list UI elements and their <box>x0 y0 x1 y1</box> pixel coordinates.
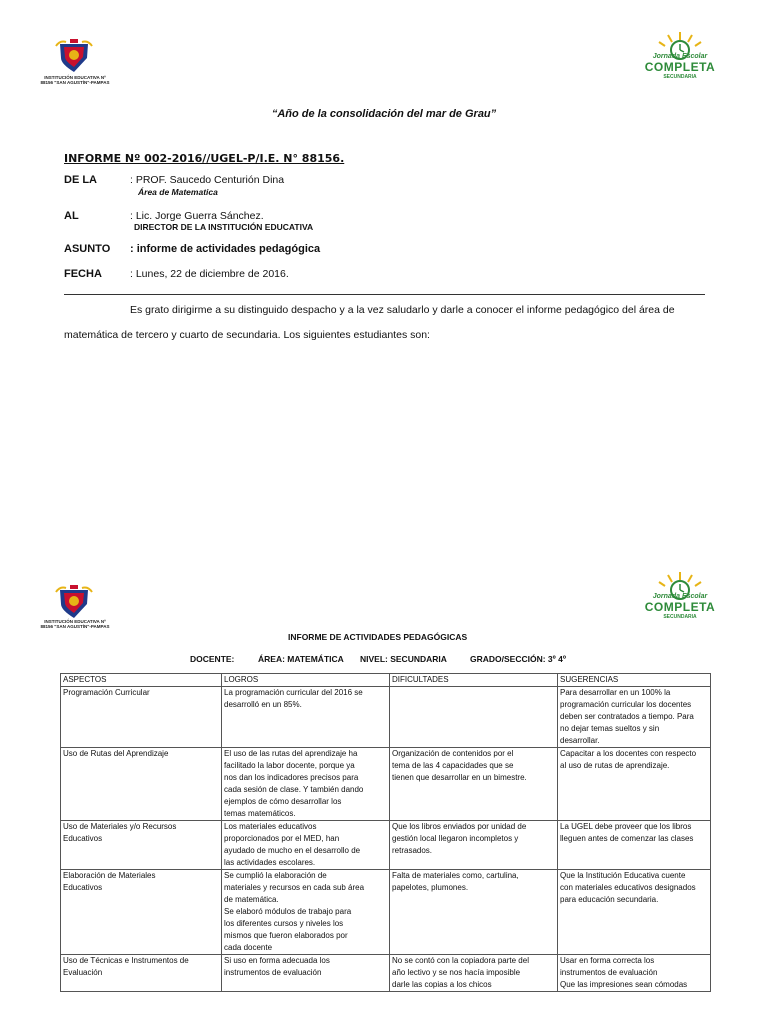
difficulty-cell <box>390 687 558 748</box>
jec-bottom-text: SECUNDARIA <box>663 74 697 80</box>
jec-logo <box>644 30 716 80</box>
table-row <box>61 870 711 955</box>
cell-line: Elaboración de Materiales <box>63 871 156 880</box>
cell-line: Uso de Materiales y/o Recursos <box>63 822 177 831</box>
cell-line: materiales y recursos en cada sub área <box>224 883 365 892</box>
cell-line: Se elaboró módulos de trabajo para <box>224 907 352 916</box>
table-row <box>61 821 711 870</box>
to-value: : Lic. Jorge Guerra Sánchez. <box>130 210 264 222</box>
school-crest-logo-2 <box>54 584 94 620</box>
jec-bottom-text-2: SECUNDARIA <box>663 614 697 620</box>
cell-line: facilitado la labor docente, porque ya <box>224 761 355 770</box>
column-header-sugerencias: SUGERENCIAS <box>558 674 711 687</box>
column-header-dificultades: DIFICULTADES <box>390 674 558 687</box>
cell-line: Organización de contenidos por el <box>392 749 514 758</box>
table-row <box>61 687 711 748</box>
cell-line: nos dan los indicadores precisos para <box>224 773 359 782</box>
cell-line: Uso de Técnicas e Instrumentos de <box>63 956 189 965</box>
achievement-cell <box>222 821 390 870</box>
report-table <box>60 673 711 992</box>
report-title: INFORME DE ACTIVIDADES PEDAGÓGICAS <box>288 632 468 642</box>
cell-line: las actividades escolares. <box>224 858 316 867</box>
cell-line: gestión local llegaron incompletos y <box>392 834 519 843</box>
info-docente: DOCENTE: <box>190 654 235 664</box>
cell-line: instrumentos de evaluación <box>560 968 658 977</box>
table-row <box>61 955 711 992</box>
cell-line: Educativos <box>63 834 103 843</box>
cell-line: temas matemáticos. <box>224 809 296 818</box>
cell-line: Que la Institución Educativa cuente <box>560 871 686 880</box>
achievement-cell <box>222 687 390 748</box>
cell-line: cada docente <box>224 943 273 952</box>
cell-line: proporcionados por el MED, han <box>224 834 340 843</box>
suggestion-cell <box>558 870 711 955</box>
aspect-cell <box>61 748 222 821</box>
difficulty-cell <box>390 955 558 992</box>
aspect-cell <box>61 687 222 748</box>
cell-line: Falta de materiales como, cartulina, <box>392 871 519 880</box>
cell-line: no dejar temas sueltos y sin <box>560 724 660 733</box>
body-line-2: matemática de tercero y cuarto de secundaria. Los siguientes estudiantes son: <box>64 329 430 341</box>
school-crest-logo <box>54 38 94 74</box>
cell-line: Para desarrollar en un 100% la <box>560 688 671 697</box>
cell-line: La programación curricular del 2016 se <box>224 688 363 697</box>
body-line-1: Es grato dirigirme a su distinguido despacho y a la vez saludarlo y darle a conocer el informe pedagógico del área de <box>130 304 675 316</box>
table-row <box>61 748 711 821</box>
difficulty-cell <box>390 748 558 821</box>
cell-line: desarrolló en un 85%. <box>224 700 302 709</box>
from-value: : PROF. Saucedo Centurión Dina <box>130 174 285 186</box>
jec-logo-2 <box>644 570 716 620</box>
date-value: : Lunes, 22 de diciembre de 2016. <box>130 268 289 280</box>
suggestion-cell <box>558 955 711 992</box>
jec-top-text: Jornada Escolar <box>652 53 708 60</box>
subject-value: : informe de actividades pedagógica <box>130 243 321 255</box>
aspect-cell <box>61 870 222 955</box>
achievement-cell <box>222 748 390 821</box>
cell-line: para educación secundaria. <box>560 895 659 904</box>
cell-line: programación curricular los docentes <box>560 700 692 709</box>
cell-line: mismos que fueron elaborados por <box>224 931 348 940</box>
suggestion-cell <box>558 687 711 748</box>
school-caption: INSTITUCIÓN EDUCATIVA Nº 88156 "SAN AGUSTÍN"-PAMPAS <box>40 75 110 85</box>
to-subtitle: DIRECTOR DE LA INSTITUCIÓN EDUCATIVA <box>134 222 314 232</box>
difficulty-cell <box>390 821 558 870</box>
cell-line: desarrollar. <box>560 736 600 745</box>
column-header-logros: LOGROS <box>222 674 390 687</box>
cell-line: Evaluación <box>63 968 103 977</box>
aspect-cell <box>61 955 222 992</box>
jec-main-text: COMPLETA <box>644 60 716 74</box>
divider-line <box>64 294 705 295</box>
cell-line: Uso de Rutas del Aprendizaje <box>63 749 169 758</box>
to-label: AL <box>64 210 79 222</box>
cell-line: Programación Curricular <box>63 688 150 697</box>
cell-line: ayudado de mucho en el desarrollo de <box>224 846 361 855</box>
report-reference: INFORME Nº 002-2016//UGEL-P/I.E. N° 88156. <box>64 152 345 165</box>
column-header-aspectos: ASPECTOS <box>61 674 222 687</box>
cell-line: Capacitar a los docentes con respecto <box>560 749 697 758</box>
cell-line: Que los libros enviados por unidad de <box>392 822 527 831</box>
cell-line: Usar en forma correcta los <box>560 956 655 965</box>
achievement-cell <box>222 955 390 992</box>
jec-main-text-2: COMPLETA <box>644 600 716 614</box>
cell-line: tienen que desarrollar en un bimestre. <box>392 773 527 782</box>
difficulty-cell <box>390 870 558 955</box>
cell-line: año lectivo y se nos hacía imposible <box>392 968 521 977</box>
info-nivel: NIVEL: SECUNDARIA <box>360 654 447 664</box>
cell-line: los diferentes cursos y niveles los <box>224 919 344 928</box>
cell-line: tema de las 4 capacidades que se <box>392 761 514 770</box>
cell-line: Que las impresiones sean cómodas <box>560 980 688 989</box>
cell-line: Se cumplió la elaboración de <box>224 871 327 880</box>
cell-line: El uso de las rutas del aprendizaje ha <box>224 749 358 758</box>
achievement-cell <box>222 870 390 955</box>
cell-line: retrasados. <box>392 846 433 855</box>
cell-line: papelotes, plumones. <box>392 883 469 892</box>
cell-line: Los materiales educativos <box>224 822 317 831</box>
cell-line: darle las copias a los chicos <box>392 980 492 989</box>
cell-line: de matemática. <box>224 895 279 904</box>
from-subtitle: Área de Matematica <box>138 187 218 197</box>
table-header-row <box>61 674 711 687</box>
subject-label: ASUNTO <box>64 243 111 255</box>
cell-line: No se contó con la copiadora parte del <box>392 956 529 965</box>
suggestion-cell <box>558 821 711 870</box>
suggestion-cell <box>558 748 711 821</box>
cell-line: La UGEL debe proveer que los libros <box>560 822 692 831</box>
jec-top-text-2: Jornada Escolar <box>652 593 708 600</box>
cell-line: Educativos <box>63 883 103 892</box>
cell-line: con materiales educativos designados <box>560 883 696 892</box>
cell-line: Si uso en forma adecuada los <box>224 956 330 965</box>
cell-line: ejemplos de cómo desarrollar los <box>224 797 342 806</box>
cell-line: deben ser contratados a tiempo. Para <box>560 712 694 721</box>
cell-line: instrumentos de evaluación <box>224 968 322 977</box>
from-label: DE LA <box>64 174 97 186</box>
school-caption-2: INSTITUCIÓN EDUCATIVA Nº 88156 "SAN AGUSTÍN"-PAMPAS <box>40 619 110 629</box>
info-area: ÁREA: MATEMÁTICA <box>258 654 344 664</box>
date-label: FECHA <box>64 268 102 280</box>
cell-line: al uso de rutas de aprendizaje. <box>560 761 670 770</box>
info-grado: GRADO/SECCIÓN: 3º 4º <box>470 654 566 664</box>
aspect-cell <box>61 821 222 870</box>
cell-line: lleguen antes de comenzar las clases <box>560 834 694 843</box>
cell-line: cada sesión de clase. Y también dando <box>224 785 364 794</box>
year-motto: “Año de la consolidación del mar de Grau” <box>271 108 497 120</box>
